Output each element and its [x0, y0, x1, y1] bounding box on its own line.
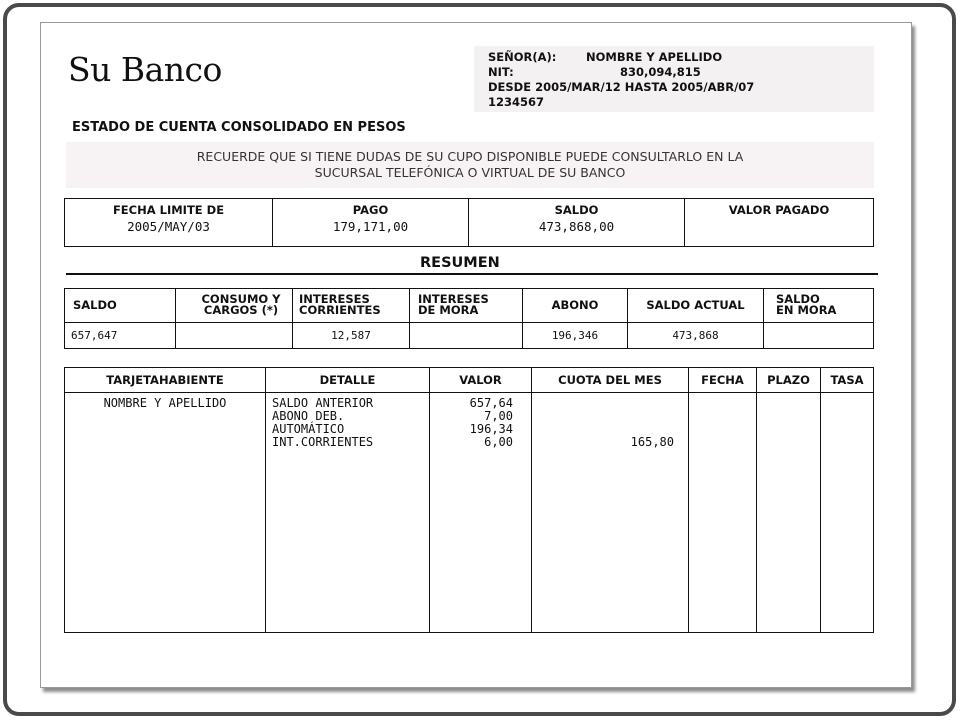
saldo-value: 473,868,00	[538, 219, 615, 234]
resumen-table	[64, 288, 874, 349]
detail-value: 7,00	[484, 409, 513, 423]
pago-label: PAGO	[352, 203, 389, 217]
detail-header-fecha: FECHA	[689, 368, 757, 393]
resumen-value-abono: 196,346	[523, 322, 628, 348]
detail-value: 196,34	[469, 422, 513, 436]
detail-cuota-value: 165,80	[630, 435, 674, 449]
resumen-header-intereses-mora: INTERESES DE MORA	[410, 289, 523, 323]
detail-value: 6,00	[484, 435, 513, 449]
nit-label: NIT:	[488, 65, 514, 79]
resumen-value-saldo-actual: 473,868	[628, 322, 764, 348]
valor-pagado-cell	[685, 199, 874, 247]
valor-pagado-label: VALOR PAGADO	[728, 203, 830, 217]
resumen-value-intereses-mora	[410, 322, 523, 348]
fecha-limite-value: 2005/MAY/03	[127, 219, 210, 234]
detail-table	[64, 367, 874, 633]
resumen-value-intereses-corrientes: 12,587	[293, 322, 410, 348]
resumen-value-consumo	[176, 322, 293, 348]
detail-header-tasa: TASA	[821, 368, 874, 393]
resumen-header-intereses-corrientes: INTERESES CORRIENTES	[293, 289, 410, 323]
statement-title: ESTADO DE CUENTA CONSOLIDADO EN PESOS	[72, 120, 406, 135]
account-number: 1234567	[488, 95, 545, 109]
resumen-divider	[66, 273, 878, 275]
client-name: NOMBRE Y APELLIDO	[586, 50, 723, 64]
detail-item: INT.CORRIENTES	[272, 435, 374, 449]
resumen-header-saldo-mora: SALDO EN MORA	[764, 289, 874, 323]
resumen-header-abono: ABONO	[523, 289, 628, 323]
detail-header-plazo: PLAZO	[757, 368, 821, 393]
detail-cardholder: NOMBRE Y APELLIDO	[65, 393, 266, 633]
saldo-cell	[469, 199, 685, 247]
statement-period: DESDE 2005/MAR/12 HASTA 2005/ABR/07	[488, 80, 755, 94]
saldo-label: SALDO	[554, 203, 599, 217]
fecha-limite-cell	[65, 199, 273, 247]
notice-box	[66, 142, 874, 188]
payment-summary-table	[64, 198, 874, 247]
resumen-header-consumo: CONSUMO Y CARGOS (*)	[176, 289, 293, 323]
detail-item: SALDO ANTERIOR	[272, 396, 374, 410]
senor-label: SEÑOR(A):	[488, 50, 557, 64]
resumen-value-saldo: 657,647	[65, 322, 176, 348]
detail-fecha-cell	[689, 393, 757, 633]
detail-tasa-cell	[821, 393, 874, 633]
notice-line-2: SUCURSAL TELEFÓNICA O VIRTUAL DE SU BANCO	[314, 165, 626, 180]
resumen-value-saldo-mora	[764, 322, 874, 348]
bank-logo: Su Banco	[68, 50, 222, 89]
detail-plazo-cell	[757, 393, 821, 633]
client-nit: 830,094,815	[620, 65, 701, 79]
detail-items-cell	[266, 393, 430, 633]
detail-header-tarjetahabiente: TARJETAHABIENTE	[65, 368, 266, 393]
detail-cuota-cell	[532, 393, 689, 633]
detail-item: AUTOMÁTICO	[272, 422, 345, 436]
detail-header-cuota: CUOTA DEL MES	[532, 368, 689, 393]
pago-cell	[273, 199, 469, 247]
detail-header-valor: VALOR	[430, 368, 532, 393]
resumen-header-saldo-actual: SALDO ACTUAL	[628, 289, 764, 323]
resumen-header-saldo: SALDO	[65, 289, 176, 323]
notice-line-1: RECUERDE QUE SI TIENE DUDAS DE SU CUPO DISPONIBLE PUEDE CONSULTARLO EN LA	[196, 149, 744, 164]
pago-value: 179,171,00	[332, 219, 409, 234]
client-info-box	[474, 46, 874, 112]
detail-value: 657,64	[469, 396, 513, 410]
detail-item: ABONO DEB.	[272, 409, 345, 423]
detail-values-cell	[430, 393, 532, 633]
fecha-limite-label: FECHA LIMITE DE	[112, 203, 225, 217]
detail-header-detalle: DETALLE	[266, 368, 430, 393]
resumen-title: RESUMEN	[420, 255, 500, 271]
